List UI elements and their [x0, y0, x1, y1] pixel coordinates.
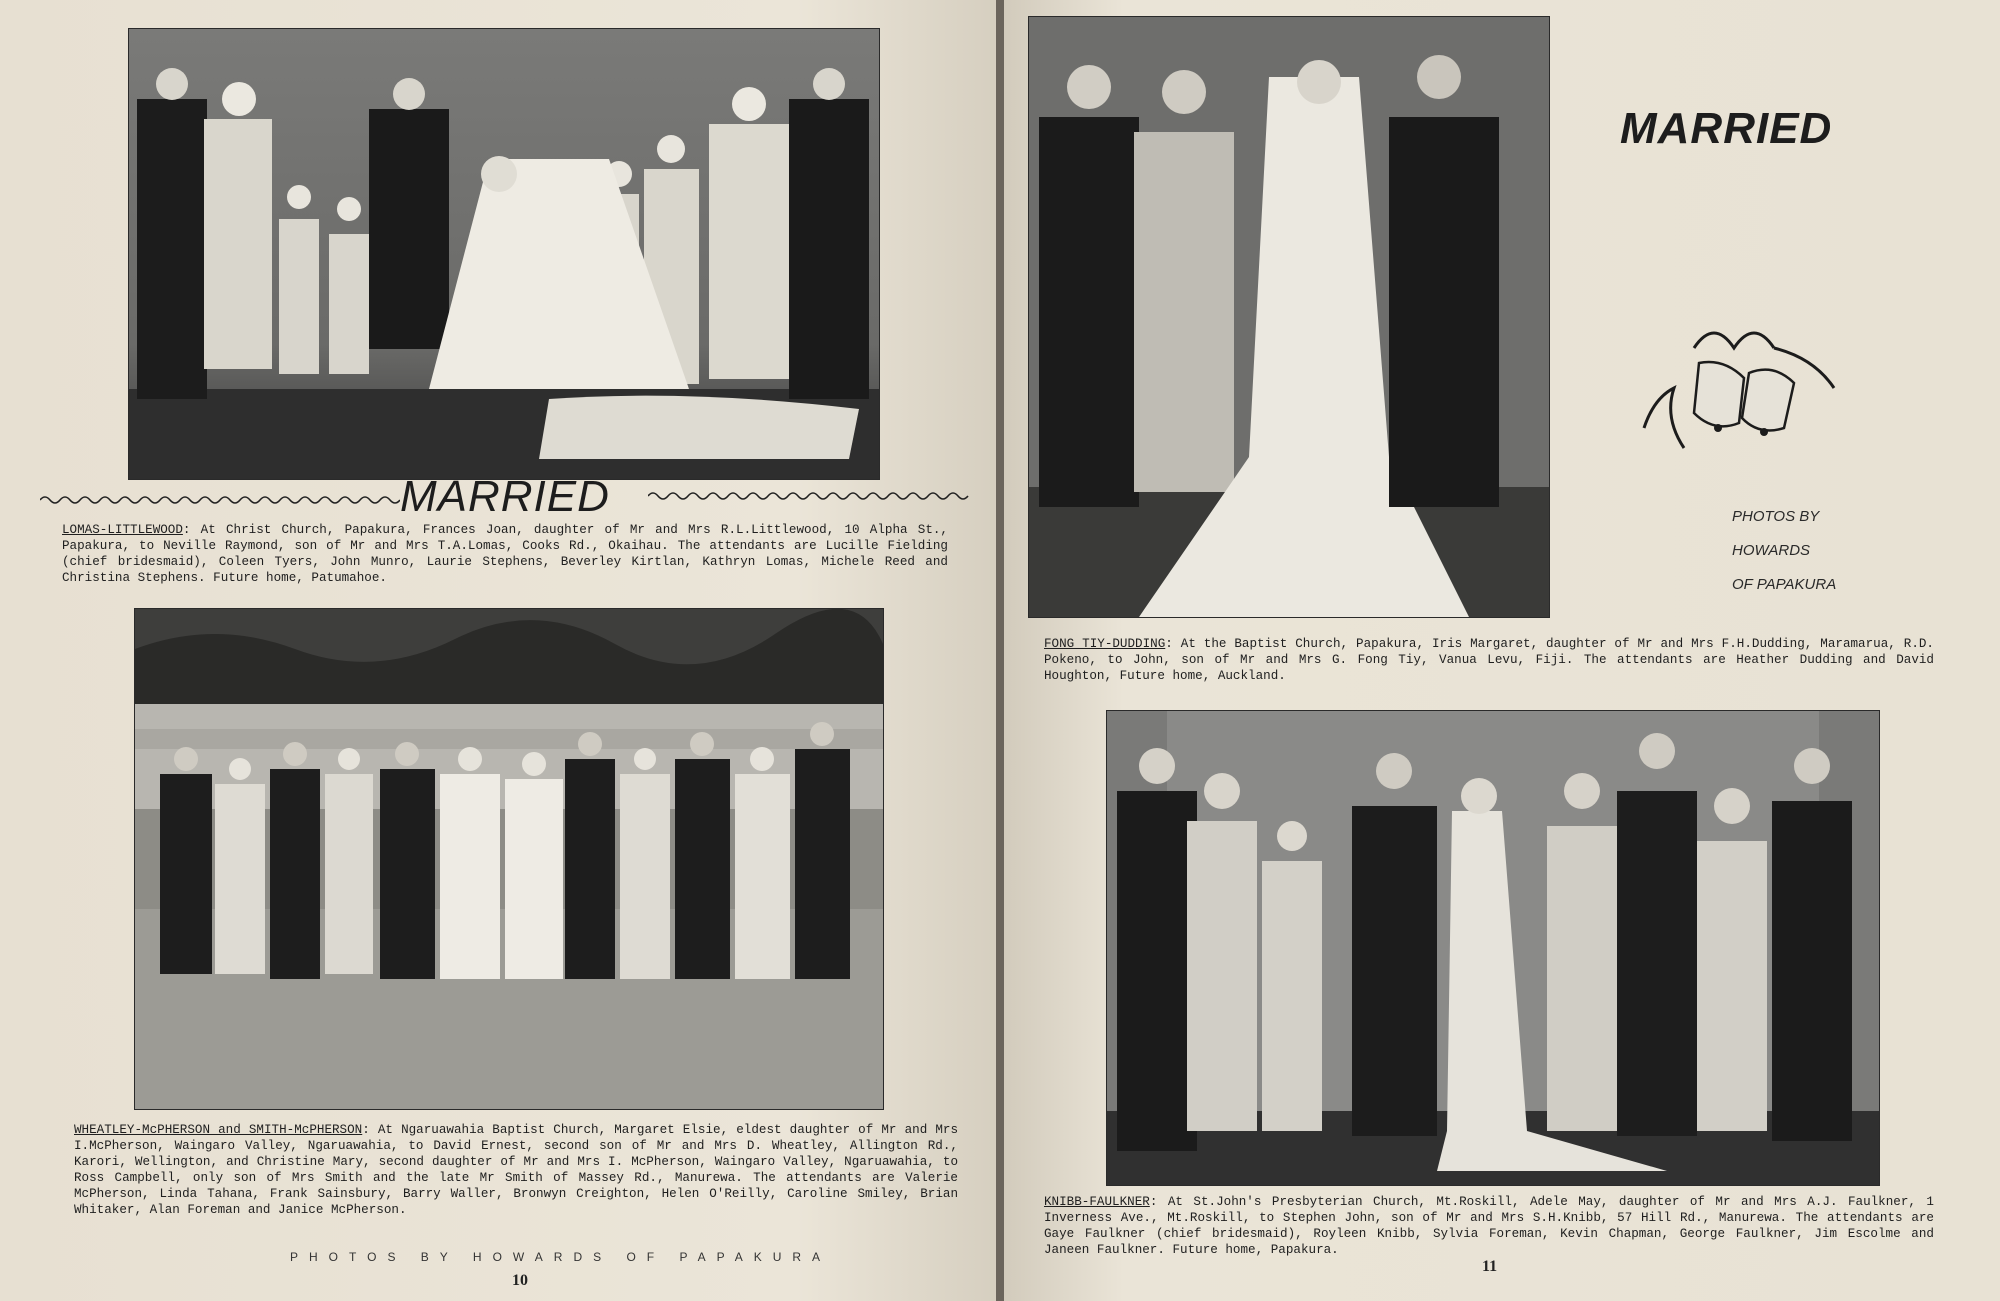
- caption-lomas-littlewood: [62, 522, 948, 586]
- wedding-bells-icon: [1634, 308, 1844, 458]
- left-page: [0, 0, 996, 1301]
- caption-fong-tiy-dudding: [1044, 636, 1934, 684]
- caption-text: : At the Baptist Church, Papakura, Iris Margaret, daughter of Mr and Mrs F.H.Dudding, Maramarua, R.D. Pokeno, to John, son of Mr and Mrs G. Fong Tiy, Vanua Levu, Fiji. The attendants are Heather Dudding and David Houghton, Future home, Auckland.: [1044, 637, 1934, 683]
- page-number-right: 11: [1482, 1258, 1498, 1275]
- caption-wheatley-smith-mcpherson: [74, 1122, 958, 1218]
- page-number-left: 10: [512, 1272, 528, 1289]
- caption-text: : At Ngaruawahia Baptist Church, Margaret Elsie, eldest daughter of Mr and Mrs I.McPherson, Waingaro Valley, Ngaruawahia, to David Ernest, second son of Mr and Mrs D. Wheatley, Allington Rd., Karori, Wellington, and Christine Mary, second daughter of Mr and Mrs I. McPherson, Waingaro Valley, Ngaruawahia, to Ross Campbell, only son of Mrs Smith and the late Mr Smith of Massey Rd., Manurewa. The attendants are Valerie McPherson, Linda Tahana, Frank Sainsbury, Barry Waller, Bronwyn Creighton, Helen O'Reilly, Caroline Smiley, Brian Whitaker, Alan Foreman and Janice McPherson.: [74, 1123, 958, 1217]
- squiggle-divider-left-2: [648, 488, 972, 504]
- credit-line-1: PHOTOS BY: [1732, 508, 1820, 525]
- heading-married-left: MARRIED: [400, 472, 610, 521]
- caption-head: FONG TIY-DUDDING: [1044, 637, 1166, 651]
- heading-married-right: MARRIED: [1620, 104, 1833, 153]
- bottom-photo-credit: PHOTOS BY HOWARDS OF PAPAKURA: [290, 1250, 832, 1264]
- squiggle-divider-left: [40, 492, 400, 508]
- photo-knibb-faulkner-wedding: [1106, 710, 1880, 1186]
- photo-lomas-littlewood-wedding: [128, 28, 880, 480]
- credit-line-2: HOWARDS: [1732, 542, 1811, 559]
- caption-head: LOMAS-LITTLEWOOD: [62, 523, 183, 537]
- caption-head: WHEATLEY-McPHERSON and SMITH-McPHERSON: [74, 1123, 363, 1137]
- credit-line-3: OF PAPAKURA: [1732, 576, 1837, 593]
- photo-credit-block: [1732, 500, 1836, 602]
- caption-text: : At St.John's Presbyterian Church, Mt.Roskill, Adele May, daughter of Mr and Mrs A.J. Faulkner, 1 Inverness Ave., Mt.Roskill, to Stephen John, son of Mr and Mrs S.H.Knibb, 57 Hill Rd., Manurewa. The attendants are Gaye Faulkner (chief bridesmaid), Royleen Knibb, Sylvia Foreman, Kevin Chapman, George Faulkner, Jim Escolme and Janeen Faulkner. Future home, Papakura.: [1044, 1195, 1934, 1257]
- caption-head: KNIBB-FAULKNER: [1044, 1195, 1150, 1209]
- photo-wheatley-smith-mcpherson-wedding: [134, 608, 884, 1110]
- right-page: [1004, 0, 2000, 1301]
- page-gutter: [996, 0, 1004, 1301]
- caption-text: : At Christ Church, Papakura, Frances Joan, daughter of Mr and Mrs R.L.Littlewood, 10 Alpha St., Papakura, to Neville Raymond, son of Mr and Mrs T.A.Lomas, Cooks Rd., Okaihau. The attendants are Lucille Fielding (chief bridesmaid), Coleen Tyers, John Munro, Laurie Stephens, Beverley Kirtlan, Kathryn Lomas, Michele Reed and Christina Stephens. Future home, Patumahoe.: [62, 523, 948, 585]
- caption-knibb-faulkner: [1044, 1194, 1934, 1258]
- photo-fong-tiy-dudding-wedding: [1028, 16, 1550, 618]
